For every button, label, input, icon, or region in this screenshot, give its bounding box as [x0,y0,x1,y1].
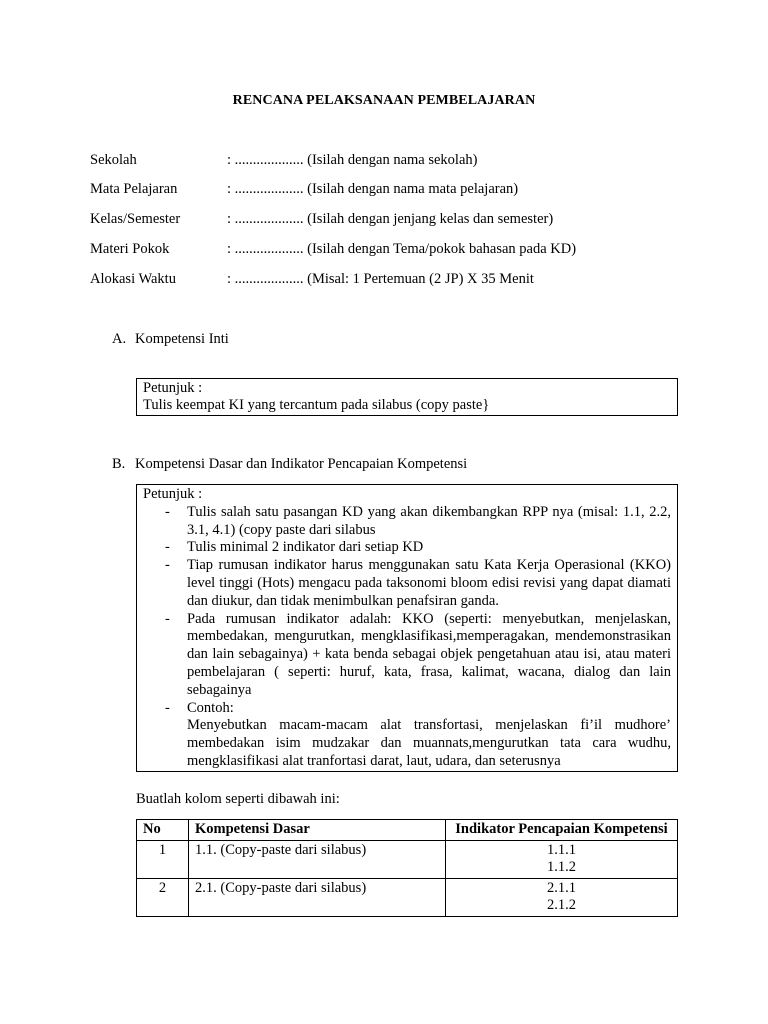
instruction-list [143,504,671,771]
list-item-text: Tulis salah satu pasangan KD yang akan dikembangkan RPP nya (misal: 1.1, 2.2, 3.1, 4.1) (copy paste dari silabus [187,503,671,538]
identity-label: Materi Pokok [90,241,170,257]
identity-value: : ................... (Isilah dengan jenjang kelas dan semester) [227,211,554,227]
bullet-dash: - [165,699,170,716]
table-row [137,840,678,878]
cell-indikator [446,878,678,916]
list-item [143,504,671,540]
section-letter: B. [112,456,126,472]
list-item [143,700,671,771]
kd-indicator-table [136,819,678,917]
indicator-value: 2.1.1 [547,879,576,896]
box-text: Tulis keempat KI yang tercantum pada silabus (copy paste} [143,397,490,413]
indicator-value: 2.1.2 [547,897,576,913]
instruction-box-ki [136,378,678,416]
indicator-value: 1.1.2 [547,859,576,875]
identity-value: : ................... (Misal: 1 Pertemuan (2 JP) X 35 Menit [227,271,534,287]
box-title: Petunjuk : [143,380,203,396]
section-b-heading [112,456,467,473]
bullet-dash: - [165,539,170,556]
bullet-dash: - [165,610,170,627]
section-title: Kompetensi Inti [135,331,229,347]
list-item-text: Tulis minimal 2 indikator dari setiap KD [187,539,424,556]
indicator-value: 1.1.1 [547,841,576,858]
bullet-dash: - [165,503,170,520]
identity-label: Kelas/Semester [90,211,181,227]
cell-indikator [446,840,678,878]
header-indikator: Indikator Pencapaian Kompetensi [446,820,678,841]
instruction-box-kd [136,484,678,772]
table-row [137,878,678,916]
bullet-dash: - [165,557,170,574]
table-instruction: Buatlah kolom seperti dibawah ini: [136,791,340,807]
section-letter: A. [112,331,127,347]
list-item [143,557,671,610]
identity-value: : ................... (Isilah dengan nama sekolah) [227,152,478,168]
list-item [143,611,671,700]
example-label: Contoh: [187,699,234,716]
cell-no: 1 [137,840,189,878]
list-item-text: Pada rumusan indikator adalah: KKO (seperti: menyebutkan, menjelaskan, membedakan, mengurutkan, mengklasifikasi,memperagakan, mendemonstrasikan dan lain sebagainya) + kata benda sebagai objek pengetahuan atau isi, atau materi pembelajaran ( seperti: huruf, kata, frasa, kalimat, wacana, dialog dan lain sebagainya [187,610,671,698]
list-item [143,539,671,557]
section-a-heading [112,331,229,348]
list-item-text: Tiap rumusan indikator harus menggunakan satu Kata Kerja Operasional (KKO) level tinggi (Hots) mengacu pada taksonomi bloom edisi revisi yang dapat diamati dan diukur, dan tidak menimbulkan penafsiran ganda. [187,557,671,609]
identity-label: Mata Pelajaran [90,181,178,197]
header-no: No [137,820,189,841]
section-title: Kompetensi Dasar dan Indikator Pencapaian Kompetensi [135,456,468,472]
document-title: RENCANA PELAKSANAAN PEMBELAJARAN [232,93,536,108]
cell-no: 2 [137,878,189,916]
identity-value: : ................... (Isilah dengan Tema/pokok bahasan pada KD) [227,241,577,257]
identity-label: Alokasi Waktu [90,271,176,287]
box-title: Petunjuk : [143,486,203,502]
cell-kd: 2.1. (Copy-paste dari silabus) [189,878,446,916]
example-text: Menyebutkan macam-macam alat transfortasi, menjelaskan fi’il mudhore’ membedakan isim mudzakar dan muannats,mengurutkan tata cara wudhu, mengklasifikasi alat tranfortasi darat, laut, udara, dan seterusnya [187,717,671,769]
identity-value: : ................... (Isilah dengan nama mata pelajaran) [227,181,519,197]
identity-label: Sekolah [90,152,137,168]
table-header-row [137,820,678,841]
cell-kd: 1.1. (Copy-paste dari silabus) [189,840,446,878]
header-kompetensi-dasar: Kompetensi Dasar [189,820,446,841]
